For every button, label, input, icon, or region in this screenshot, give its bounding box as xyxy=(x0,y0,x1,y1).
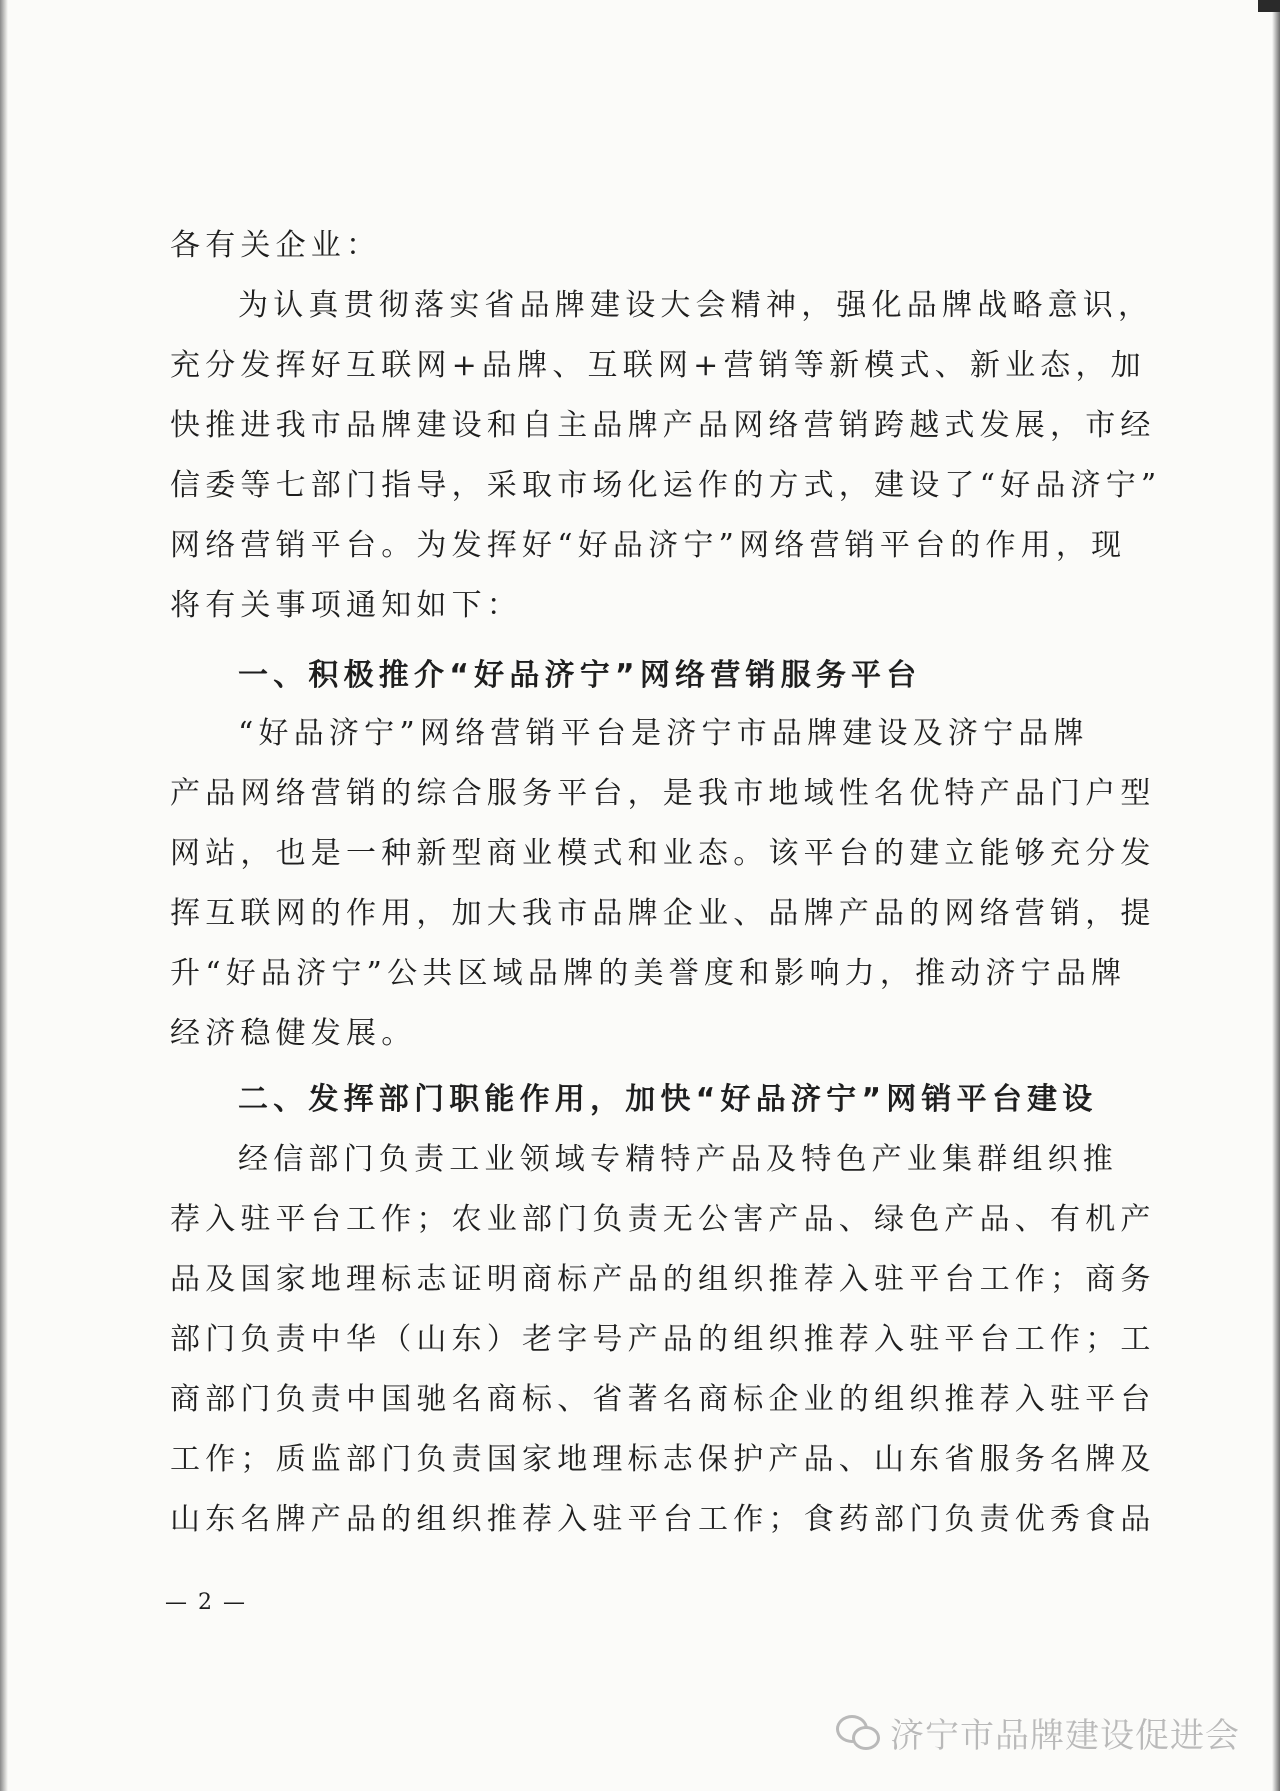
paragraph-line: 经济稳健发展。 xyxy=(170,1016,417,1051)
section-heading-2: 二、发挥部门职能作用，加快“好品济宁”网销平台建设 xyxy=(238,1082,1098,1117)
paragraph-line: 商部门负责中国驰名商标、省著名商标企业的组织推荐入驻平台 xyxy=(170,1382,1156,1417)
paragraph-line: 经信部门负责工业领域专精特产品及特色产业集群组织推 xyxy=(238,1142,1118,1177)
paragraph-line: 网络营销平台。为发挥好“好品济宁”网络营销平台的作用，现 xyxy=(170,528,1127,563)
scan-edge-left xyxy=(0,0,8,1791)
paragraph-line: 为认真贯彻落实省品牌建设大会精神，强化品牌战略意识， xyxy=(238,288,1154,323)
paragraph-line: 产品网络营销的综合服务平台，是我市地域性名优特产品门户型 xyxy=(170,776,1156,811)
paragraph-line: 升“好品济宁”公共区域品牌的美誉度和影响力，推动济宁品牌 xyxy=(170,956,1127,991)
scan-corner-mark xyxy=(1258,0,1280,12)
section-heading-1: 一、积极推介“好品济宁”网络营销服务平台 xyxy=(238,658,922,693)
paragraph-line: “好品济宁”网络营销平台是济宁市品牌建设及济宁品牌 xyxy=(238,716,1089,751)
paragraph-line: 山东名牌产品的组织推荐入驻平台工作；食药部门负责优秀食品 xyxy=(170,1502,1156,1537)
watermark xyxy=(836,1708,1240,1757)
scan-edge-right xyxy=(1272,0,1280,1791)
paragraph-line: 快推进我市品牌建设和自主品牌产品网络营销跨越式发展，市经 xyxy=(170,408,1156,443)
watermark-text: 济宁市品牌建设促进会 xyxy=(890,1716,1240,1756)
salutation: 各有关企业： xyxy=(170,228,382,263)
paragraph-line: 品及国家地理标志证明商标产品的组织推荐入驻平台工作；商务 xyxy=(170,1262,1156,1297)
paragraph-line: 将有关事项通知如下： xyxy=(170,588,522,623)
paragraph-line: 网站，也是一种新型商业模式和业态。该平台的建立能够充分发 xyxy=(170,836,1156,871)
paragraph-line: 挥互联网的作用，加大我市品牌企业、品牌产品的网络营销，提 xyxy=(170,896,1156,931)
paragraph-line: 信委等七部门指导，采取市场化运作的方式，建设了“好品济宁” xyxy=(170,468,1162,503)
paragraph-line: 部门负责中华（山东）老字号产品的组织推荐入驻平台工作；工 xyxy=(170,1322,1156,1357)
wechat-icon xyxy=(836,1715,880,1751)
paragraph-line: 充分发挥好互联网+品牌、互联网+营销等新模式、新业态，加 xyxy=(170,348,1146,383)
page-number: — 2 — xyxy=(165,1590,247,1615)
paragraph-line: 荐入驻平台工作；农业部门负责无公害产品、绿色产品、有机产 xyxy=(170,1202,1156,1237)
paragraph-line: 工作；质监部门负责国家地理标志保护产品、山东省服务名牌及 xyxy=(170,1442,1156,1477)
